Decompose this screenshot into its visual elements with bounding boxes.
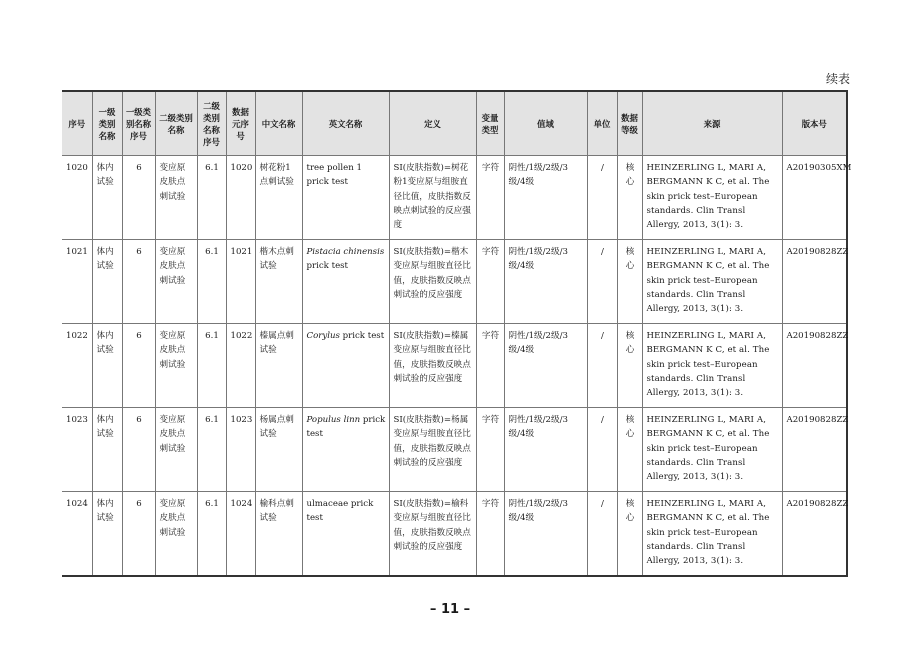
cell-source: HEINZERLING L, MARI A, BERGMANN K C, et al. The skin prick test–European standards. Clin Transl Allergy, 2013, 3(1): 3. [642, 492, 782, 577]
cell-cat2-name: 变应原皮肤点刺试验 [155, 156, 197, 240]
cell-version: A20190828ZZ [782, 492, 847, 577]
table-row [62, 408, 847, 492]
cell-en-name [302, 156, 389, 240]
cell-cn-name: 榆科点刺试验 [255, 492, 302, 577]
cell-version: A20190828ZZ [782, 408, 847, 492]
en-name-rest: prick test [306, 415, 386, 440]
cell-cat1-name: 体内试验 [92, 240, 122, 324]
cell-cat2-name: 变应原皮肤点刺试验 [155, 240, 197, 324]
cell-unit: / [587, 492, 617, 577]
data-element-table [62, 90, 852, 577]
en-name-rest: prick test [306, 261, 349, 272]
cell-definition: SI(皮肤指数)=楷木变应原与组胺直径比值，皮肤指数反映点刺试验的反应强度 [389, 240, 476, 324]
cell-en-name [302, 492, 389, 577]
cell-cat1-name: 体内试验 [92, 324, 122, 408]
table-row [62, 492, 847, 577]
cell-cat2-seq: 6.1 [197, 492, 226, 577]
en-name-rest: prick test [339, 331, 385, 341]
cell-source: HEINZERLING L, MARI A, BERGMANN K C, et al. The skin prick test–European standards. Clin Transl Allergy, 2013, 3(1): 3. [642, 240, 782, 324]
cell-var-type: 字符 [476, 156, 504, 240]
cell-cat1-seq: 6 [122, 324, 155, 408]
cell-definition: SI(皮肤指数)=榛属变应原与组胺直径比值，皮肤指数反映点刺试验的反应强度 [389, 324, 476, 408]
header-level: 数据等级 [617, 91, 642, 156]
cell-cn-name: 楷木点刺试验 [255, 240, 302, 324]
cell-var-type: 字符 [476, 240, 504, 324]
header-unit: 单位 [587, 91, 617, 156]
cell-value-range: 阴性/1级/2级/3级/4级 [504, 492, 587, 577]
cell-element-seq: 1020 [226, 156, 255, 240]
cell-source: HEINZERLING L, MARI A, BERGMANN K C, et al. The skin prick test–European standards. Clin Transl Allergy, 2013, 3(1): 3. [642, 156, 782, 240]
cell-element-seq: 1021 [226, 240, 255, 324]
cell-version: A20190828ZZ [782, 324, 847, 408]
header-en-name: 英文名称 [302, 91, 389, 156]
cell-value-range: 阴性/1级/2级/3级/4级 [504, 324, 587, 408]
cell-unit: / [587, 240, 617, 324]
header-value-range: 值域 [504, 91, 587, 156]
en-name-rest: tree pollen 1 prick test [306, 163, 362, 188]
header-cat2-seq: 二级类别名称序号 [197, 91, 226, 156]
cell-element-seq: 1024 [226, 492, 255, 577]
en-name-italic: Pistacia chinensis [306, 247, 385, 257]
cell-var-type: 字符 [476, 492, 504, 577]
cell-level: 核心 [617, 240, 642, 324]
en-name-rest: ulmaceae prick test [306, 499, 374, 524]
header-seq: 序号 [62, 91, 92, 156]
cell-element-seq: 1022 [226, 324, 255, 408]
en-name-italic: Corylus [306, 331, 340, 341]
header-var-type: 变量类型 [476, 91, 504, 156]
cell-cat2-seq: 6.1 [197, 324, 226, 408]
cell-unit: / [587, 408, 617, 492]
cell-level: 核心 [617, 492, 642, 577]
cell-seq: 1020 [62, 156, 92, 240]
cell-en-name [302, 240, 389, 324]
cell-cat1-seq: 6 [122, 408, 155, 492]
cell-level: 核心 [617, 156, 642, 240]
cell-value-range: 阴性/1级/2级/3级/4级 [504, 156, 587, 240]
cell-cat2-name: 变应原皮肤点刺试验 [155, 408, 197, 492]
cell-version: A20190305XM [782, 156, 847, 240]
cell-value-range: 阴性/1级/2级/3级/4级 [504, 408, 587, 492]
cell-source: HEINZERLING L, MARI A, BERGMANN K C, et al. The skin prick test–European standards. Clin Transl Allergy, 2013, 3(1): 3. [642, 408, 782, 492]
cell-cat1-seq: 6 [122, 240, 155, 324]
cell-value-range: 阴性/1级/2级/3级/4级 [504, 240, 587, 324]
header-cn-name: 中文名称 [255, 91, 302, 156]
cell-var-type: 字符 [476, 408, 504, 492]
cell-definition: SI(皮肤指数)=榆科变应原与组胺直径比值，皮肤指数反映点刺试验的反应强度 [389, 492, 476, 577]
header-cat1-seq: 一级类别名称序号 [122, 91, 155, 156]
header-element-seq: 数据元序号 [226, 91, 255, 156]
header-cat2-name: 二级类别名称 [155, 91, 197, 156]
header-version: 版本号 [782, 91, 847, 156]
cell-unit: / [587, 156, 617, 240]
cell-seq: 1022 [62, 324, 92, 408]
cell-definition: SI(皮肤指数)=杨属变应原与组胺直径比值，皮肤指数反映点刺试验的反应强度 [389, 408, 476, 492]
cell-cn-name: 杨属点刺试验 [255, 408, 302, 492]
cell-level: 核心 [617, 408, 642, 492]
cell-unit: / [587, 324, 617, 408]
cell-var-type: 字符 [476, 324, 504, 408]
cell-cat2-name: 变应原皮肤点刺试验 [155, 492, 197, 577]
cell-cn-name: 树花粉1点刺试验 [255, 156, 302, 240]
cell-en-name [302, 324, 389, 408]
table-header-row [62, 91, 847, 156]
cell-cn-name: 榛属点刺试验 [255, 324, 302, 408]
continued-label: 续表 [825, 72, 850, 86]
table-row [62, 324, 847, 408]
cell-seq: 1021 [62, 240, 92, 324]
header-source: 来源 [642, 91, 782, 156]
cell-cat1-name: 体内试验 [92, 408, 122, 492]
en-name-italic: Populus linn [306, 415, 361, 425]
cell-cat1-seq: 6 [122, 156, 155, 240]
cell-element-seq: 1023 [226, 408, 255, 492]
cell-cat2-seq: 6.1 [197, 156, 226, 240]
table-row [62, 240, 847, 324]
page-number: – 11 – [429, 602, 471, 617]
table-row [62, 156, 847, 240]
cell-cat1-name: 体内试验 [92, 492, 122, 577]
cell-level: 核心 [617, 324, 642, 408]
cell-cat1-seq: 6 [122, 492, 155, 577]
cell-cat1-name: 体内试验 [92, 156, 122, 240]
cell-en-name [302, 408, 389, 492]
cell-cat2-seq: 6.1 [197, 408, 226, 492]
cell-seq: 1023 [62, 408, 92, 492]
cell-cat2-seq: 6.1 [197, 240, 226, 324]
cell-definition: SI(皮肤指数)=树花粉1变应原与组胺直径比值，皮肤指数反映点刺试验的反应强度 [389, 156, 476, 240]
header-definition: 定义 [389, 91, 476, 156]
cell-cat2-name: 变应原皮肤点刺试验 [155, 324, 197, 408]
header-cat1-name: 一级类别名称 [92, 91, 122, 156]
cell-seq: 1024 [62, 492, 92, 577]
cell-source: HEINZERLING L, MARI A, BERGMANN K C, et al. The skin prick test–European standards. Clin Transl Allergy, 2013, 3(1): 3. [642, 324, 782, 408]
cell-version: A20190828ZZ [782, 240, 847, 324]
